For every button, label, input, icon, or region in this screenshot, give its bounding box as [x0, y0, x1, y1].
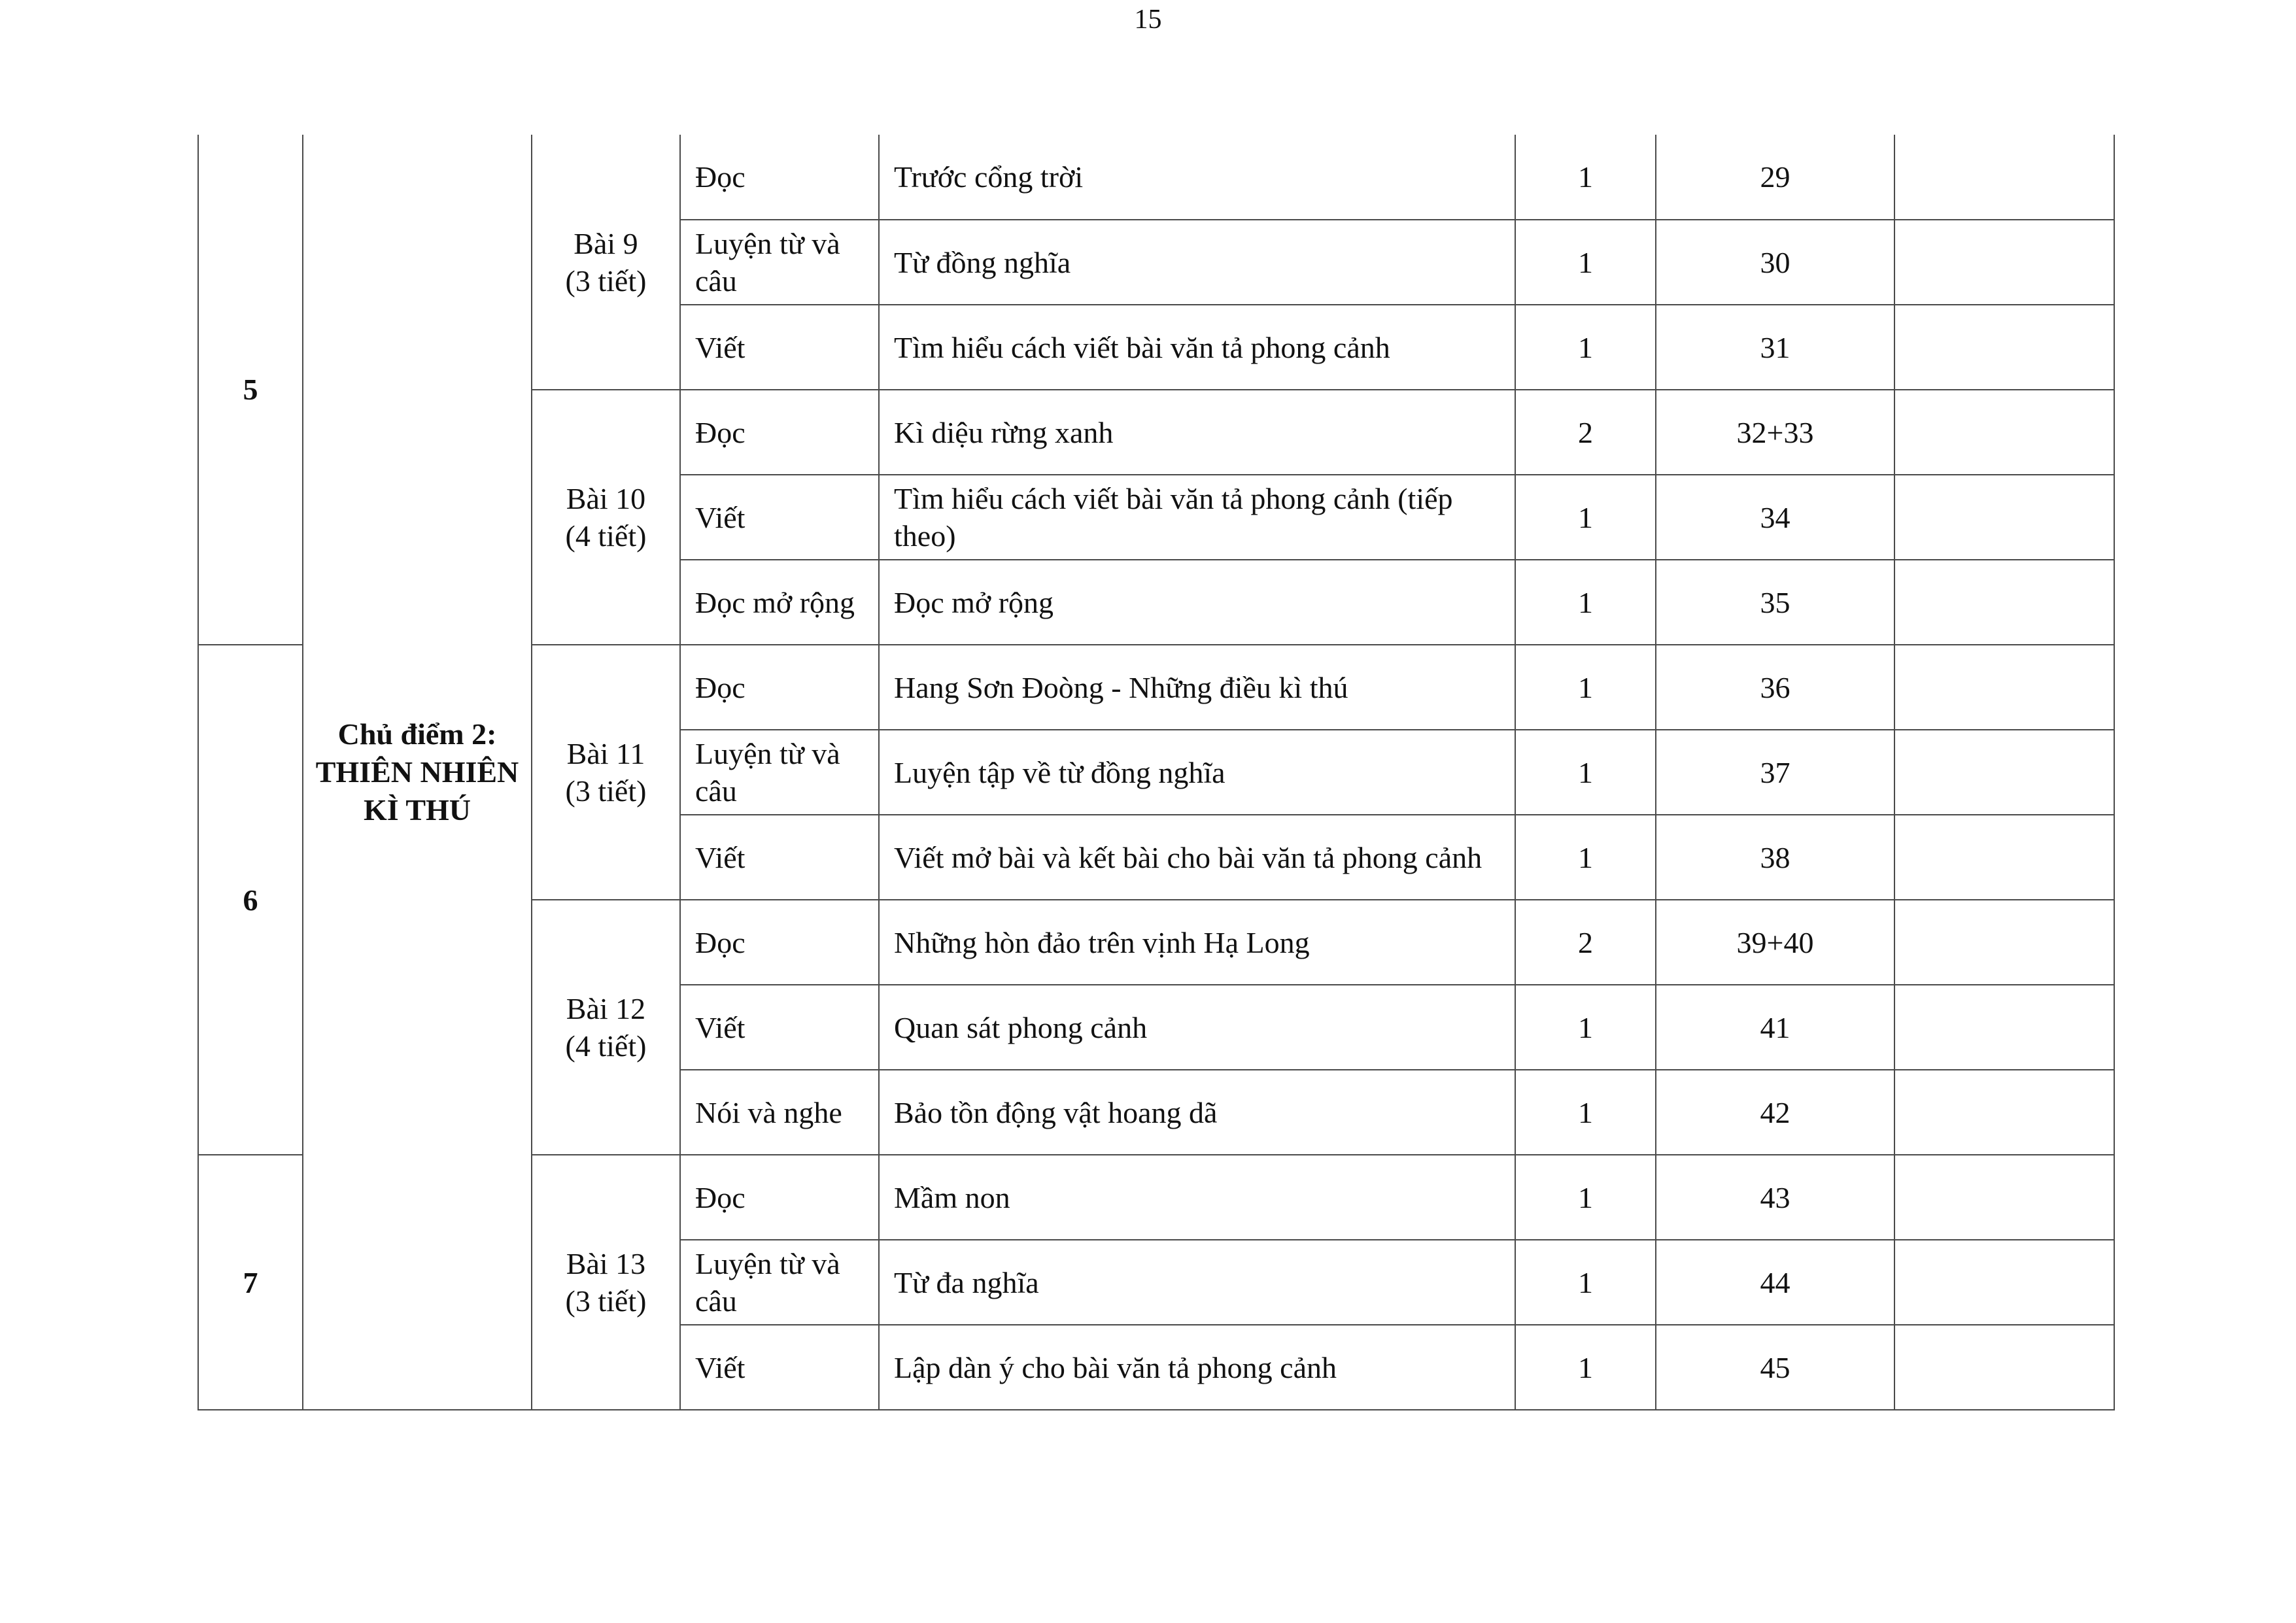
period-cell: 30 — [1656, 220, 1894, 305]
count-cell: 1 — [1515, 730, 1656, 815]
curriculum-table — [197, 135, 2115, 1410]
period-cell: 45 — [1656, 1325, 1894, 1410]
content-cell: Những hòn đảo trên vịnh Hạ Long — [879, 900, 1515, 985]
skill-cell: Viết — [680, 475, 879, 560]
skill-cell: Luyện từ và câu — [680, 1240, 879, 1325]
lesson-duration: (3 tiết) — [565, 264, 647, 298]
content-cell: Quan sát phong cảnh — [879, 985, 1515, 1070]
count-cell: 1 — [1515, 985, 1656, 1070]
content-cell: Lập dàn ý cho bài văn tả phong cảnh — [879, 1325, 1515, 1410]
skill-cell: Luyện từ và câu — [680, 730, 879, 815]
note-cell — [1894, 220, 2114, 305]
lesson-cell — [532, 645, 680, 900]
lesson-name: Bài 10 — [566, 482, 646, 515]
skill-cell: Luyện từ và câu — [680, 220, 879, 305]
note-cell — [1894, 305, 2114, 390]
content-cell: Viết mở bài và kết bài cho bài văn tả phong cảnh — [879, 815, 1515, 900]
count-cell: 1 — [1515, 1240, 1656, 1325]
period-cell: 38 — [1656, 815, 1894, 900]
week-cell: 5 — [198, 135, 303, 645]
skill-cell: Nói và nghe — [680, 1070, 879, 1155]
lesson-duration: (4 tiết) — [565, 519, 647, 553]
period-cell: 32+33 — [1656, 390, 1894, 475]
content-cell: Đọc mở rộng — [879, 560, 1515, 645]
lesson-name: Bài 13 — [566, 1247, 646, 1280]
skill-cell: Viết — [680, 815, 879, 900]
content-cell: Bảo tồn động vật hoang dã — [879, 1070, 1515, 1155]
count-cell: 1 — [1515, 560, 1656, 645]
count-cell: 1 — [1515, 1155, 1656, 1240]
skill-cell: Đọc — [680, 135, 879, 220]
count-cell: 2 — [1515, 900, 1656, 985]
week-cell: 6 — [198, 645, 303, 1155]
lesson-cell — [532, 1155, 680, 1410]
period-cell: 42 — [1656, 1070, 1894, 1155]
count-cell: 1 — [1515, 645, 1656, 730]
lesson-name: Bài 12 — [566, 992, 646, 1025]
content-cell: Tìm hiểu cách viết bài văn tả phong cảnh — [879, 305, 1515, 390]
content-cell: Kì diệu rừng xanh — [879, 390, 1515, 475]
period-cell: 34 — [1656, 475, 1894, 560]
skill-cell: Viết — [680, 985, 879, 1070]
count-cell: 1 — [1515, 1325, 1656, 1410]
count-cell: 1 — [1515, 135, 1656, 220]
page-number: 15 — [1134, 5, 1162, 35]
period-cell: 29 — [1656, 135, 1894, 220]
note-cell — [1894, 815, 2114, 900]
period-cell: 35 — [1656, 560, 1894, 645]
content-cell: Mầm non — [879, 1155, 1515, 1240]
note-cell — [1894, 1325, 2114, 1410]
content-cell: Luyện tập về từ đồng nghĩa — [879, 730, 1515, 815]
lesson-cell — [532, 135, 680, 390]
content-cell: Từ đa nghĩa — [879, 1240, 1515, 1325]
content-cell: Từ đồng nghĩa — [879, 220, 1515, 305]
note-cell — [1894, 645, 2114, 730]
table-row — [198, 135, 2114, 220]
note-cell — [1894, 1240, 2114, 1325]
lesson-cell — [532, 900, 680, 1155]
count-cell: 1 — [1515, 815, 1656, 900]
skill-cell: Đọc — [680, 1155, 879, 1240]
note-cell — [1894, 560, 2114, 645]
note-cell — [1894, 475, 2114, 560]
period-cell: 44 — [1656, 1240, 1894, 1325]
note-cell — [1894, 985, 2114, 1070]
topic-cell: Chủ điểm 2: THIÊN NHIÊN KÌ THÚ — [303, 135, 532, 1410]
lesson-duration: (3 tiết) — [565, 774, 647, 808]
count-cell: 2 — [1515, 390, 1656, 475]
skill-cell: Đọc — [680, 645, 879, 730]
lesson-cell — [532, 390, 680, 645]
period-cell: 37 — [1656, 730, 1894, 815]
lesson-name: Bài 9 — [574, 226, 638, 260]
skill-cell: Viết — [680, 1325, 879, 1410]
count-cell: 1 — [1515, 475, 1656, 560]
count-cell: 1 — [1515, 305, 1656, 390]
period-cell: 41 — [1656, 985, 1894, 1070]
note-cell — [1894, 390, 2114, 475]
lesson-name: Bài 11 — [566, 737, 645, 770]
count-cell: 1 — [1515, 220, 1656, 305]
skill-cell: Viết — [680, 305, 879, 390]
lesson-duration: (3 tiết) — [565, 1284, 647, 1318]
content-cell: Hang Sơn Đoòng - Những điều kì thú — [879, 645, 1515, 730]
note-cell — [1894, 1070, 2114, 1155]
note-cell — [1894, 135, 2114, 220]
week-cell: 7 — [198, 1155, 303, 1410]
content-cell: Trước cổng trời — [879, 135, 1515, 220]
skill-cell: Đọc — [680, 390, 879, 475]
period-cell: 31 — [1656, 305, 1894, 390]
note-cell — [1894, 730, 2114, 815]
note-cell — [1894, 900, 2114, 985]
content-cell: Tìm hiểu cách viết bài văn tả phong cảnh (tiếp theo) — [879, 475, 1515, 560]
note-cell — [1894, 1155, 2114, 1240]
period-cell: 43 — [1656, 1155, 1894, 1240]
period-cell: 36 — [1656, 645, 1894, 730]
period-cell: 39+40 — [1656, 900, 1894, 985]
skill-cell: Đọc — [680, 900, 879, 985]
count-cell: 1 — [1515, 1070, 1656, 1155]
skill-cell: Đọc mở rộng — [680, 560, 879, 645]
lesson-duration: (4 tiết) — [565, 1029, 647, 1063]
